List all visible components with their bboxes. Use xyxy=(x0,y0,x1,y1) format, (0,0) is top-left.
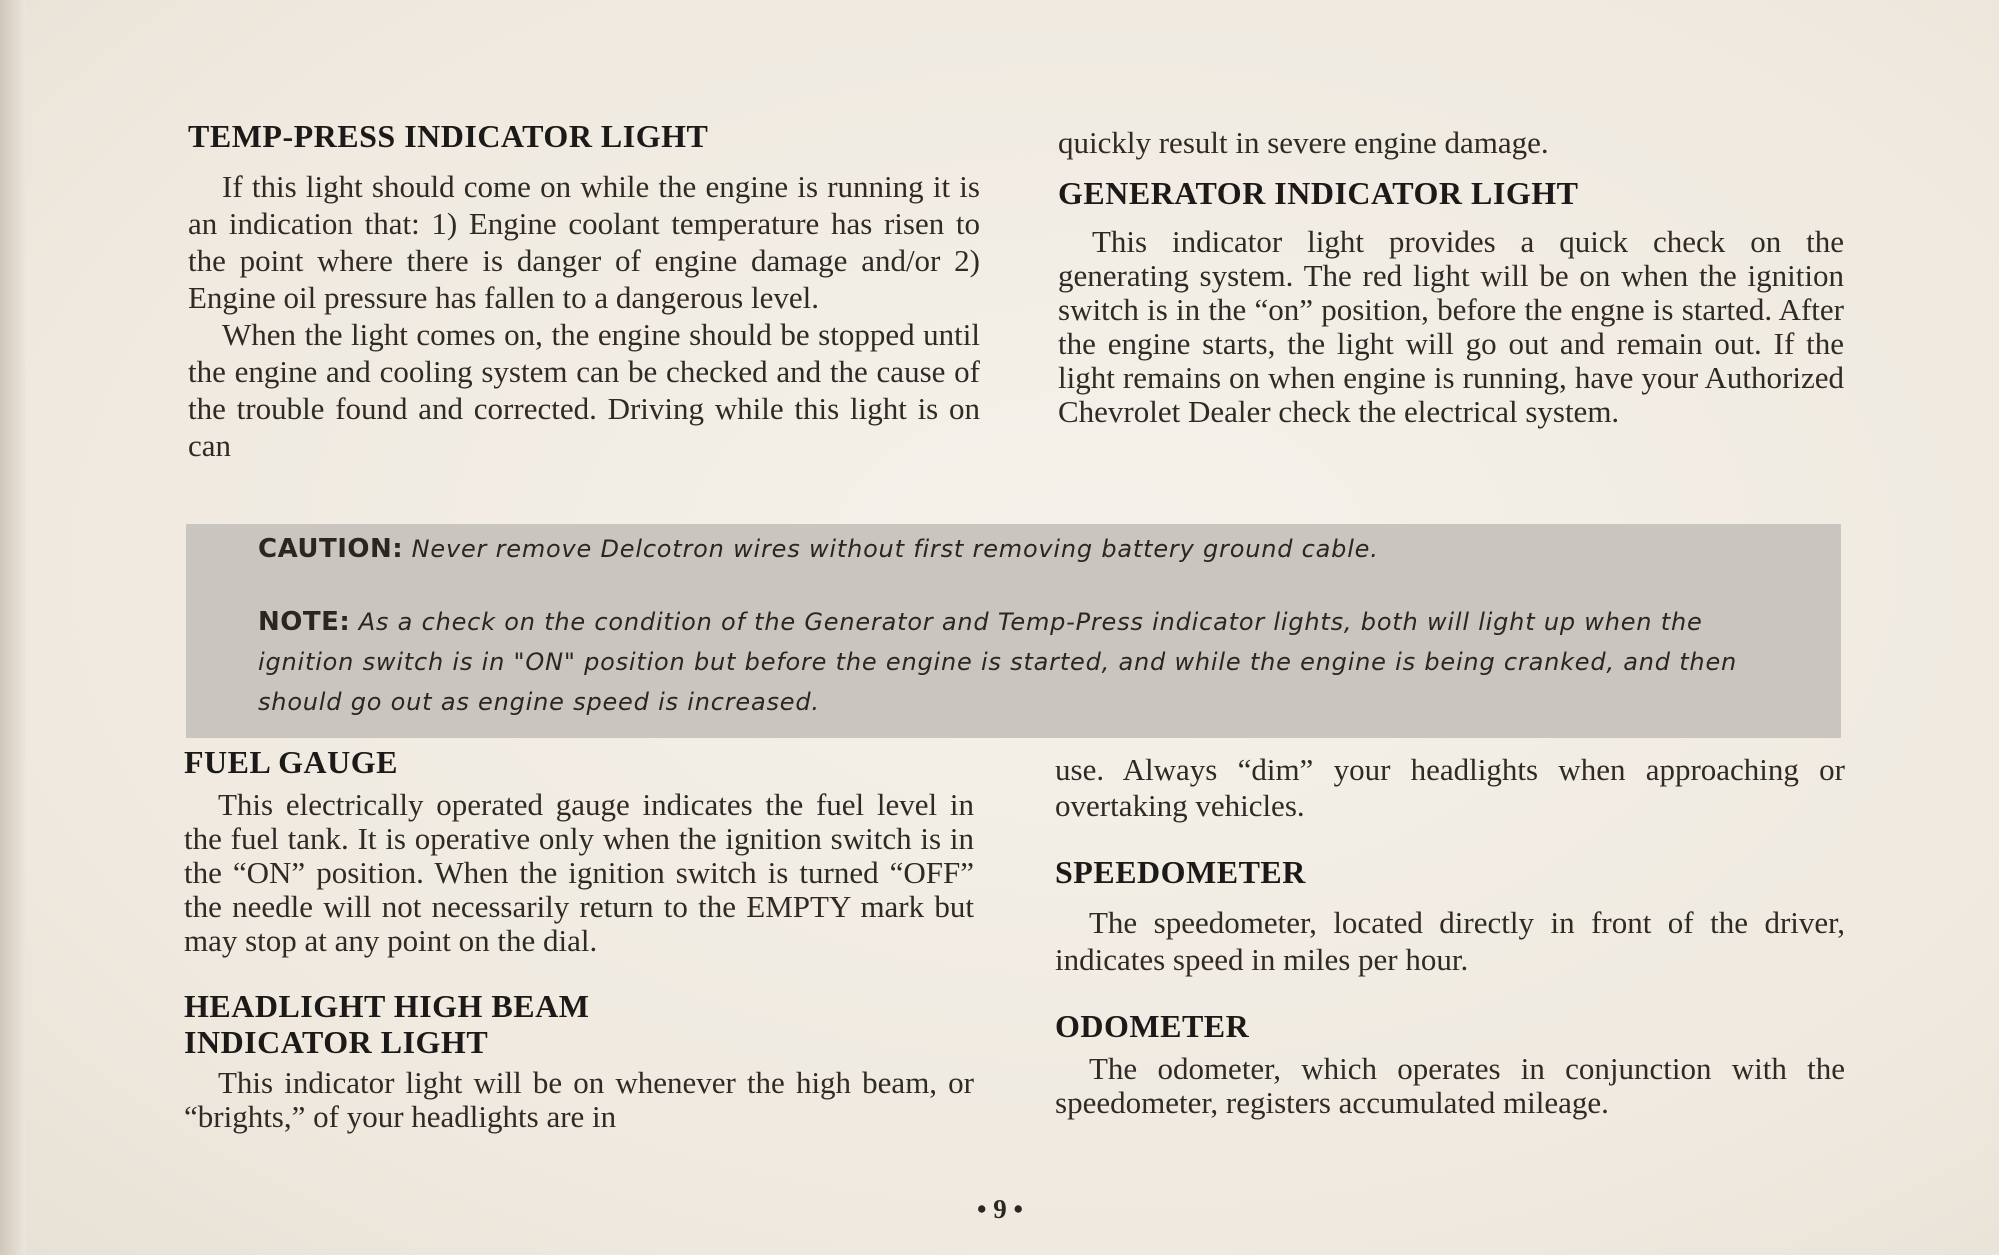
generator-section xyxy=(1058,124,1844,429)
headlight-paragraph: This indicator light will be on whenever the high beam, or “brights,” of your headlights are in xyxy=(184,1065,974,1134)
temp-press-continued: quickly result in severe engine damage. xyxy=(1058,125,1549,160)
binding-gutter xyxy=(0,0,26,1255)
caution-label: CAUTION: xyxy=(258,534,404,564)
note-line xyxy=(258,602,1781,722)
page-number: • 9 • xyxy=(977,1194,1023,1224)
generator-heading: GENERATOR INDICATOR LIGHT xyxy=(1058,175,1579,211)
note-label: NOTE: xyxy=(258,607,351,637)
speedometer-heading: SPEEDOMETER xyxy=(1055,854,1306,890)
generator-paragraph: This indicator light provides a quick check on the generating system. The red light will be on when the ignition switch is in the “on” position, before the engne is started. After the engine starts, the light will go out and remain out. If the light remains on when engine is running, have your Authorized Chevrolet Dealer check the electrical system. xyxy=(1058,224,1844,429)
speedometer-paragraph: The speedometer, located directly in front of the driver, indicates speed in miles per hour. xyxy=(1055,905,1845,977)
temp-press-heading: TEMP-PRESS INDICATOR LIGHT xyxy=(188,118,709,154)
temp-press-paragraph-1: If this light should come on while the engine is running it is an indication that: 1) Engine coolant temperature has risen to the point where there is danger of engine damage and/or 2) Engine oil pressure has fallen to a dangerous level. xyxy=(188,169,980,315)
odometer-heading: ODOMETER xyxy=(1055,1008,1250,1044)
headlight-continued: use. Always “dim” your headlights when approaching or overtaking vehicles. xyxy=(1055,752,1845,823)
speedo-odo-column xyxy=(1055,752,1845,1120)
temp-press-section xyxy=(188,118,980,464)
fuel-gauge-heading: FUEL GAUGE xyxy=(184,744,398,780)
headlight-heading-line-1: HEADLIGHT HIGH BEAM xyxy=(184,988,590,1024)
note-text: As a check on the condition of the Generator and Temp-Press indicator lights, both will light up when the ignition switch is in "ON" position but before the engine is started, and while the engine is being cranked, and then should go out as engine speed is increased. xyxy=(258,608,1738,716)
caution-line xyxy=(258,534,1781,564)
temp-press-paragraph-2: When the light comes on, the engine should be stopped until the engine and cooling system can be checked and the cause of the trouble found and corrected. Driving while this light is on can xyxy=(188,317,980,463)
headlight-heading-line-2: INDICATOR LIGHT xyxy=(184,1024,489,1060)
odometer-paragraph: The odometer, which operates in conjunction with the speedometer, registers accumulated mileage. xyxy=(1055,1051,1845,1120)
fuel-headlight-column xyxy=(184,744,974,1134)
fuel-gauge-paragraph: This electrically operated gauge indicates the fuel level in the fuel tank. It is operative only when the ignition switch is in the “ON” position. When the ignition switch is turned “OFF” the needle will not necessarily return to the EMPTY mark but may stop at any point on the dial. xyxy=(184,787,974,958)
caution-text: Never remove Delcotron wires without first removing battery ground cable. xyxy=(411,535,1379,563)
caution-note-box xyxy=(186,524,1841,738)
